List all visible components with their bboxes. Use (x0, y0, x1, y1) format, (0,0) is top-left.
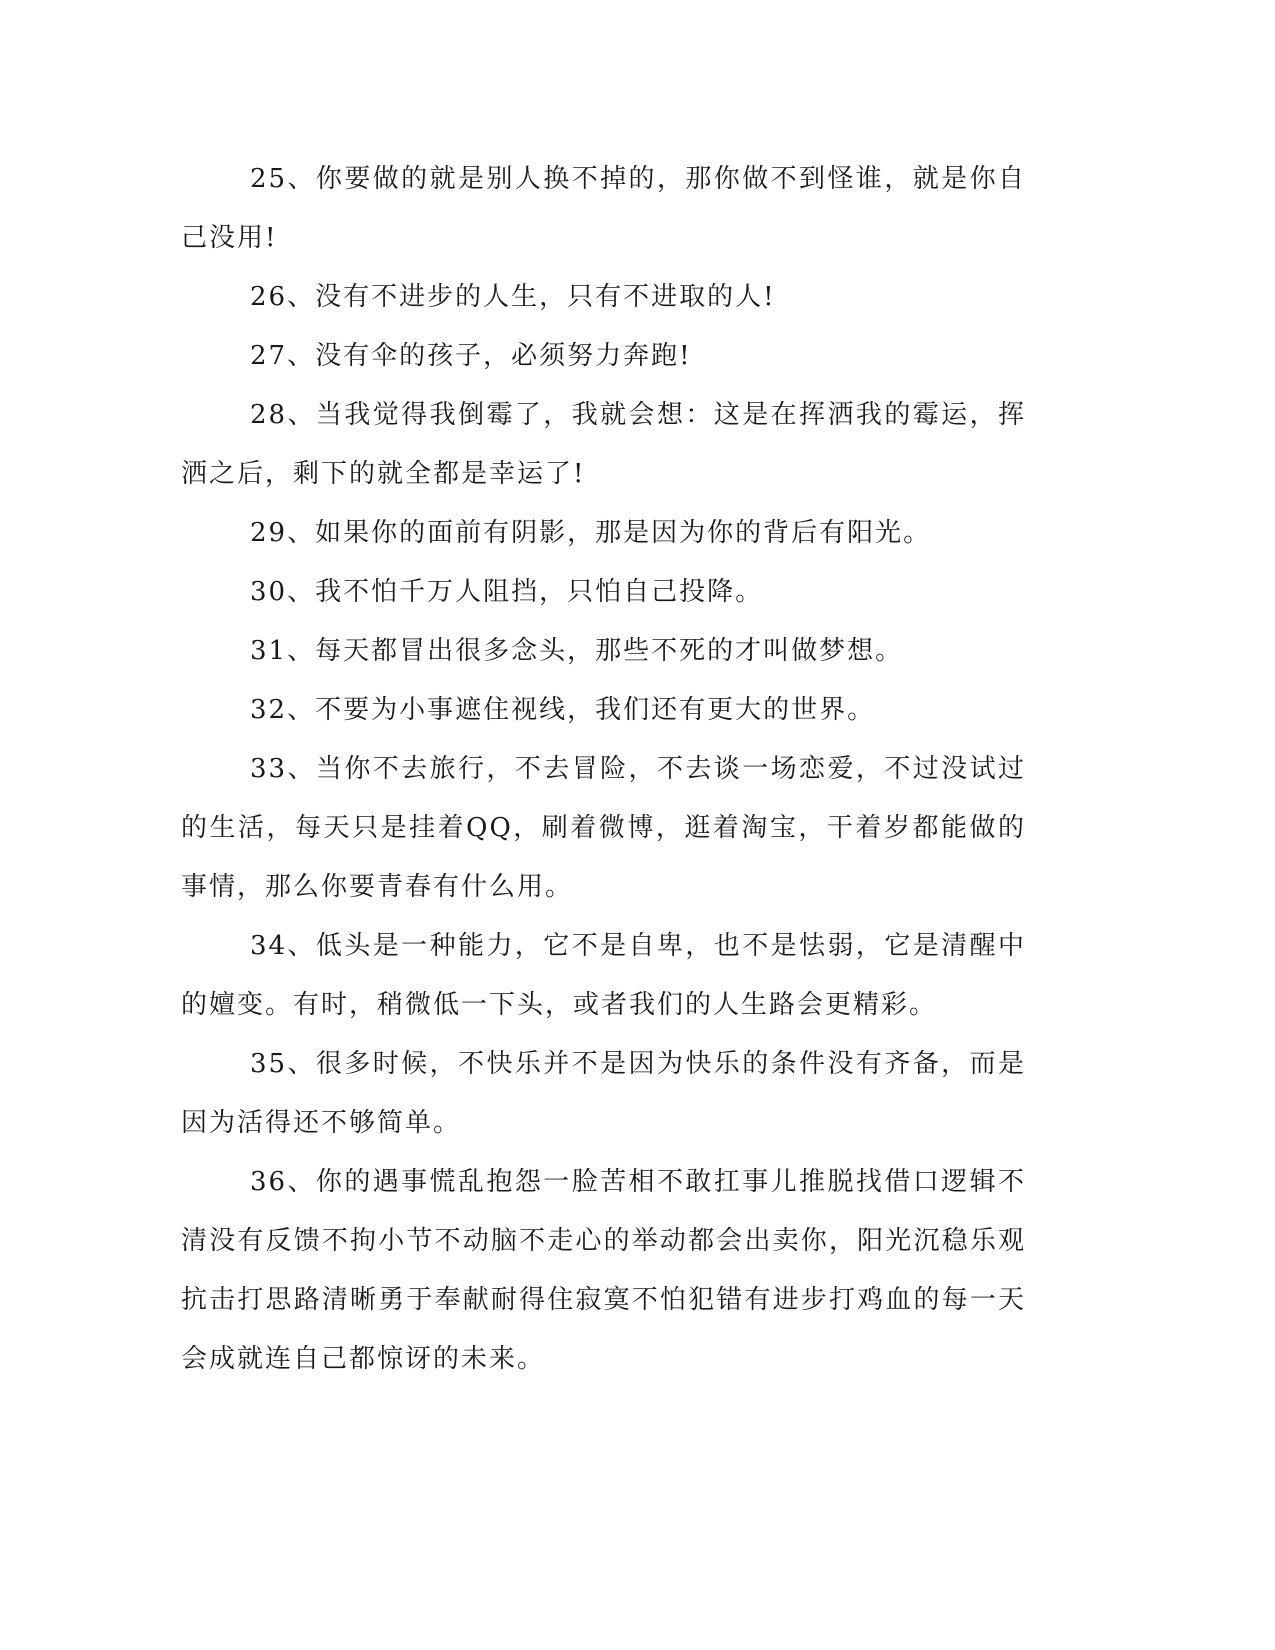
paragraph-27: 27、没有伞的孩子，必须努力奔跑! (250, 341, 692, 371)
paragraph-34: 34、低头是一种能力，它不是自卑，也不是怯弱，它是清醒中的嬗变。有时，稍微低一下头，或者我们的人生路会更精彩。 (181, 931, 1026, 1020)
paragraph-36: 36、你的遇事慌乱抱怨一脸苦相不敢扛事儿推脱找借口逻辑不清没有反馈不拘小节不动脑不走心的举动都会出卖你，阳光沉稳乐观抗击打思路清晰勇于奉献耐得住寂寞不怕犯错有进步打鸡血的每一天会成就连自己都惊讶的未来。 (181, 1167, 1026, 1374)
paragraph-25: 25、你要做的就是别人换不掉的，那你做不到怪谁，就是你自己没用! (181, 164, 1026, 253)
paragraph-28: 28、当我觉得我倒霉了，我就会想：这是在挥洒我的霉运，挥洒之后，剩下的就全都是幸运了! (181, 400, 1026, 489)
paragraph-33: 33、当你不去旅行，不去冒险，不去谈一场恋爱，不过没试过的生活，每天只是挂着QQ，刷着微博，逛着淘宝，干着岁都能做的事情，那么你要青春有什么用。 (181, 754, 1026, 902)
paragraph-31: 31、每天都冒出很多念头，那些不死的才叫做梦想。 (250, 636, 904, 666)
paragraph-32: 32、不要为小事遮住视线，我们还有更大的世界。 (250, 695, 876, 725)
paragraph-35: 35、很多时候，不快乐并不是因为快乐的条件没有齐备，而是因为活得还不够简单。 (181, 1049, 1026, 1138)
paragraph-30: 30、我不怕千万人阻挡，只怕自己投降。 (250, 577, 764, 607)
paragraph-29: 29、如果你的面前有阴影，那是因为你的背后有阳光。 (250, 518, 932, 548)
paragraph-26: 26、没有不进步的人生，只有不进取的人! (250, 282, 776, 312)
document-body (181, 150, 1026, 1389)
